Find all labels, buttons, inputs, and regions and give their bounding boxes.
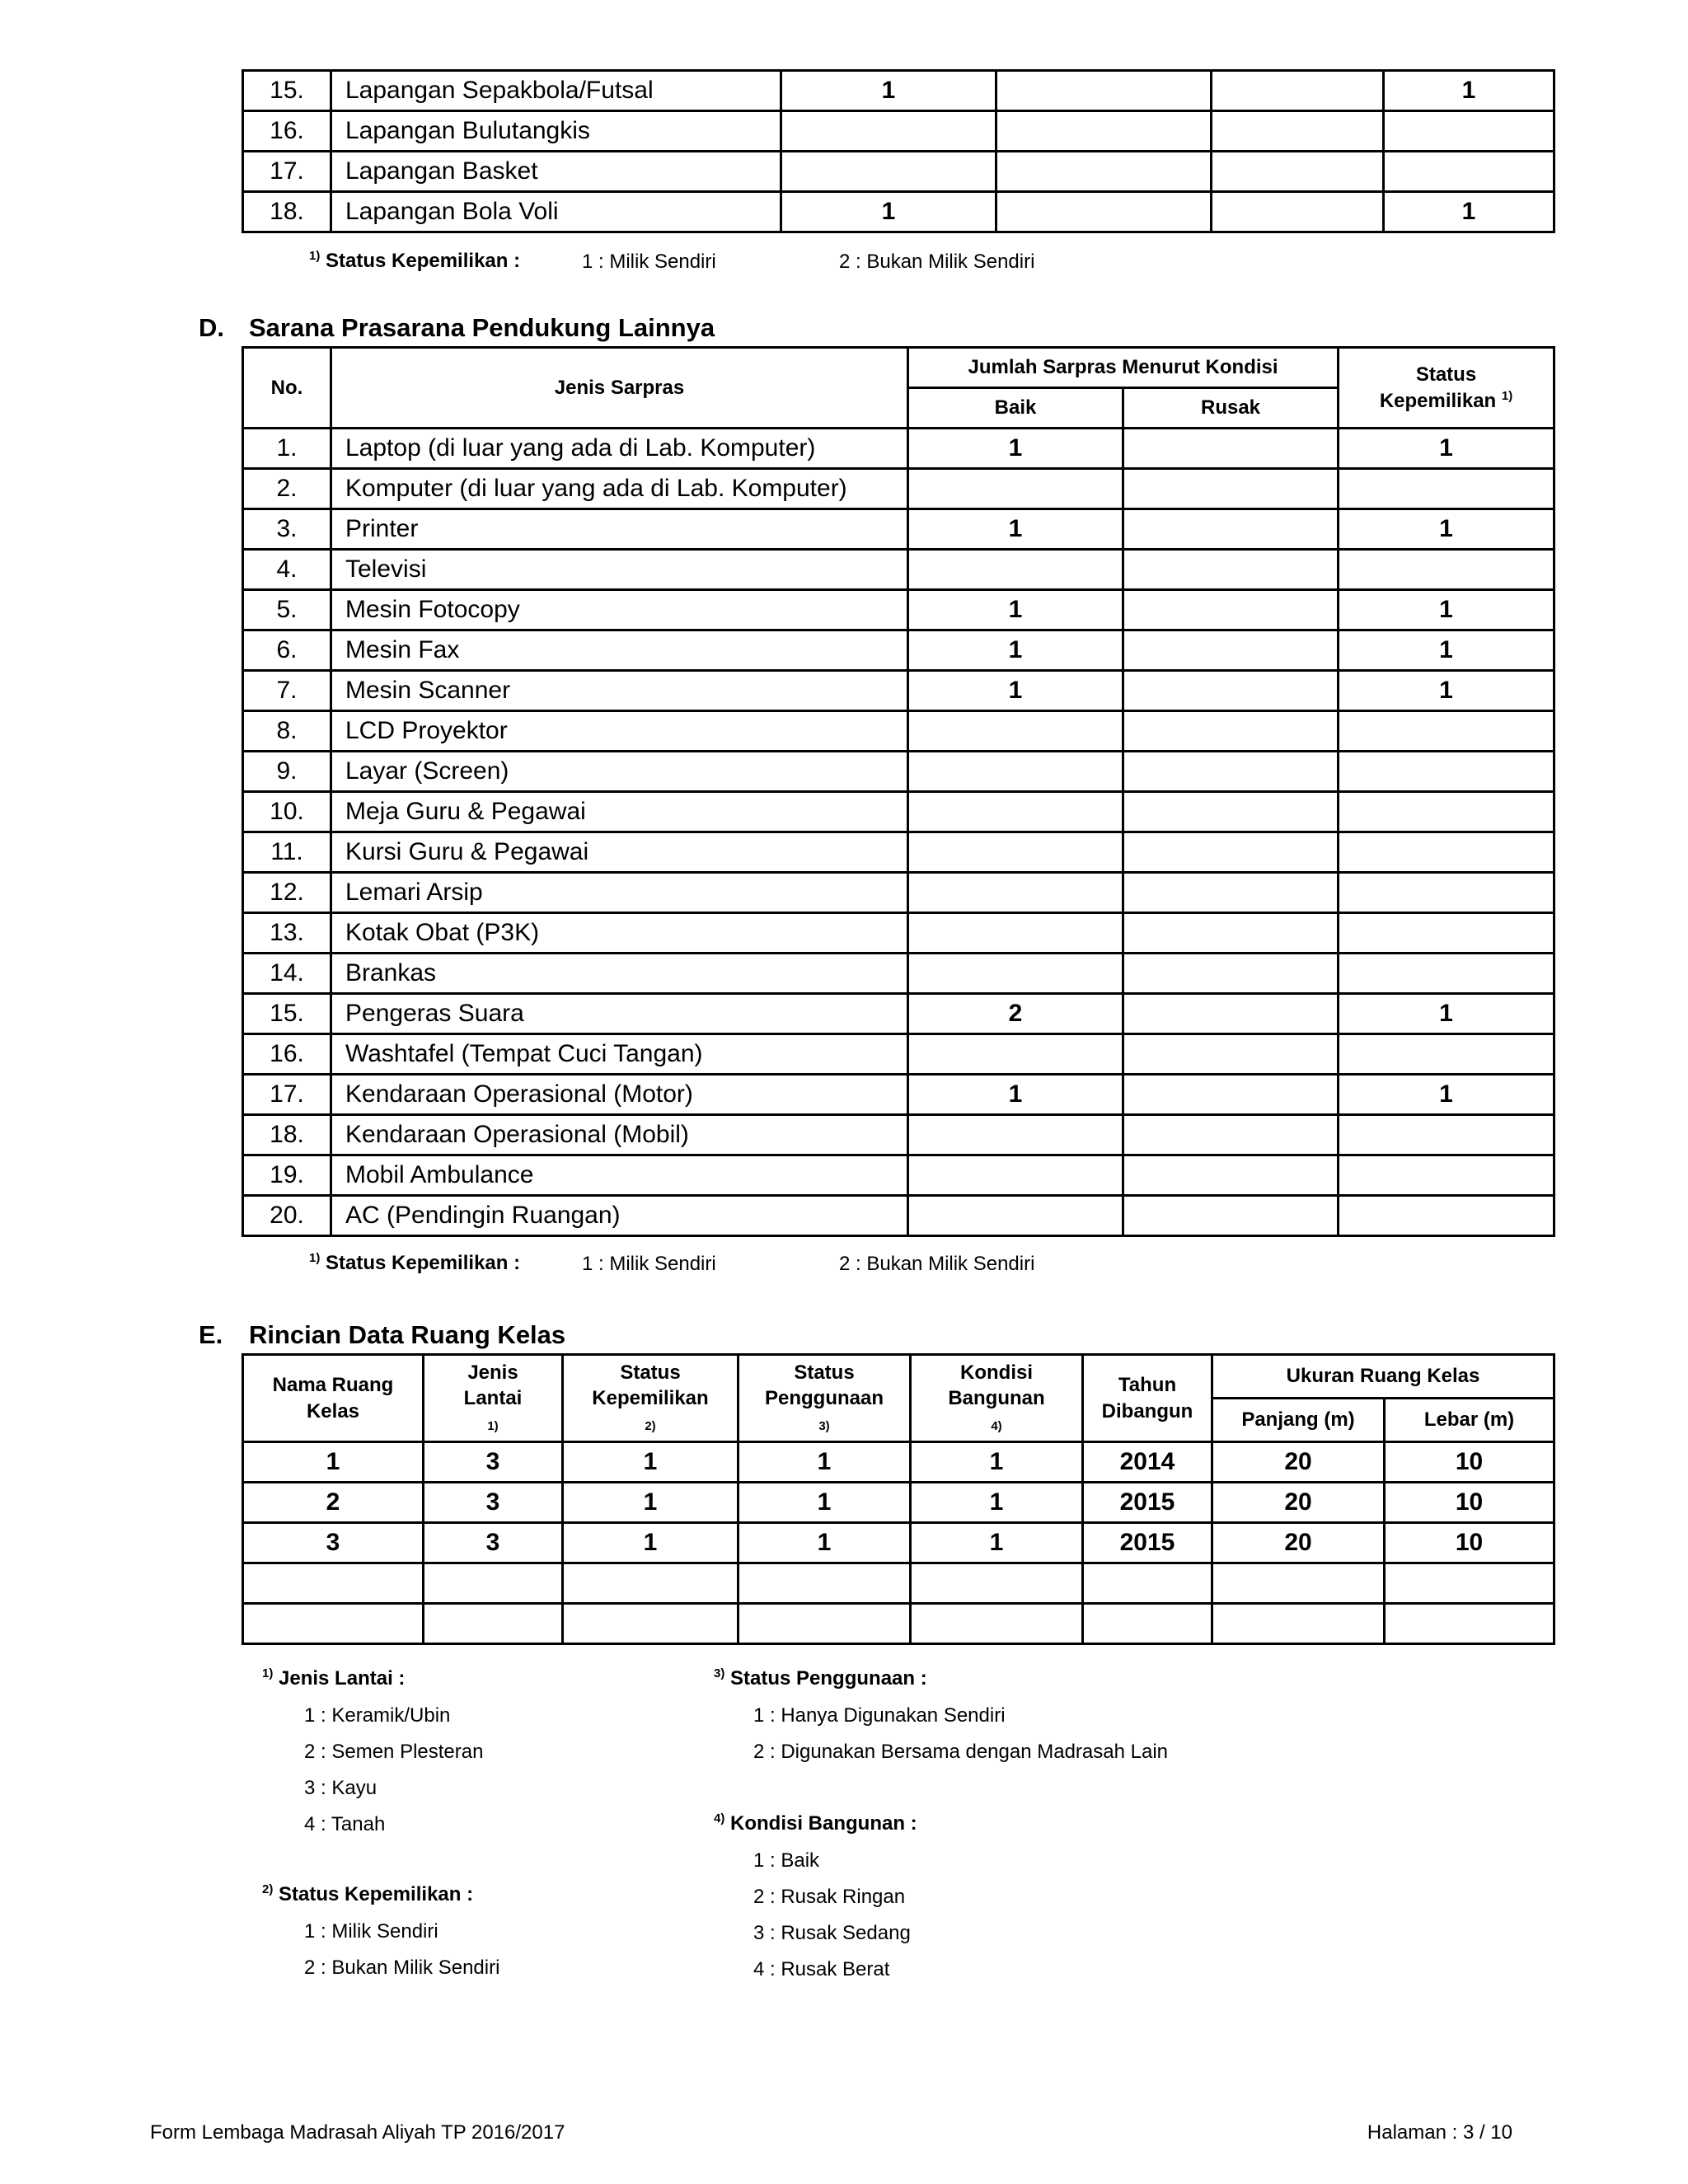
table-row xyxy=(243,1155,1554,1196)
header-kondisi-bangunan: Kondisi Bangunan 4) xyxy=(911,1355,1083,1442)
legend-kondisi-bangunan: $^{4)}$ Kondisi Bangunan : xyxy=(714,1811,917,1835)
table-row xyxy=(243,1034,1554,1075)
header-nama-ruang: Nama Ruang Kelas xyxy=(243,1355,424,1442)
status-kepemilikan xyxy=(563,1563,738,1604)
status-kepemilikan: 1 xyxy=(1339,509,1554,550)
count-rusak xyxy=(1123,671,1339,711)
count-other xyxy=(1212,111,1384,152)
status-kepemilikan: 1 xyxy=(1339,671,1554,711)
legend-jenis-lantai-3: 3 : Kayu xyxy=(304,1777,377,1799)
status-kepemilikan: 1 xyxy=(1384,192,1554,232)
sarpras-name: Laptop (di luar yang ada di Lab. Komputer) xyxy=(331,429,908,469)
lebar: 10 xyxy=(1385,1442,1554,1483)
status-kepemilikan xyxy=(1339,469,1554,509)
legend-status-penggunaan-2: 2 : Digunakan Bersama dengan Madrasah Lain xyxy=(753,1741,1168,1763)
status-penggunaan xyxy=(738,1604,911,1644)
status-kepemilikan: 1 xyxy=(563,1442,738,1483)
table-row xyxy=(243,873,1554,913)
row-number: 17. xyxy=(243,152,331,192)
facility-name: Lapangan Basket xyxy=(331,152,781,192)
count-rusak xyxy=(1123,550,1339,590)
count-other xyxy=(1212,192,1384,232)
table-row xyxy=(243,1523,1554,1563)
lebar xyxy=(1385,1604,1554,1644)
count-rusak xyxy=(1123,752,1339,792)
count-baik: 1 xyxy=(908,1075,1123,1115)
header-status-penggunaan: Status Penggunaan 3) xyxy=(738,1355,911,1442)
header-jenis-lantai: Jenis Lantai 1) xyxy=(424,1355,563,1442)
table-row xyxy=(243,954,1554,994)
count-rusak xyxy=(1123,792,1339,832)
legend-jenis-lantai: $^{1)}$ Jenis Lantai : xyxy=(262,1666,406,1690)
status-kepemilikan: 1 xyxy=(1339,1075,1554,1115)
count-baik: 1 xyxy=(908,630,1123,671)
footer-form-title: Form Lembaga Madrasah Aliyah TP 2016/2017 xyxy=(150,2121,565,2144)
sarpras-name: Kursi Guru & Pegawai xyxy=(331,832,908,873)
status-kepemilikan xyxy=(1339,873,1554,913)
header-jenis-sarpras: Jenis Sarpras xyxy=(331,348,908,429)
footer-page-number: Halaman : 3 / 10 xyxy=(1367,2121,1512,2144)
row-number: 15. xyxy=(243,71,331,111)
header-rusak: Rusak xyxy=(1123,388,1339,429)
status-kepemilikan: 1 xyxy=(1339,630,1554,671)
legend-jenis-lantai-1: 1 : Keramik/Ubin xyxy=(304,1704,451,1727)
note-c: $^{1)}$ Status Kepemilikan : xyxy=(309,249,521,272)
header-ukuran: Ukuran Ruang Kelas xyxy=(1212,1355,1554,1399)
jenis-lantai: 3 xyxy=(424,1483,563,1523)
count-baik: 1 xyxy=(908,671,1123,711)
row-number: 6. xyxy=(243,630,331,671)
count-rusak xyxy=(1123,1196,1339,1236)
count-baik xyxy=(908,954,1123,994)
status-kepemilikan xyxy=(1339,752,1554,792)
panjang: 20 xyxy=(1212,1483,1385,1523)
status-kepemilikan xyxy=(1339,792,1554,832)
sarpras-name: Washtafel (Tempat Cuci Tangan) xyxy=(331,1034,908,1075)
table-row xyxy=(243,630,1554,671)
tahun-dibangun xyxy=(1083,1604,1212,1644)
table-row xyxy=(243,1563,1554,1604)
table-row xyxy=(243,711,1554,752)
status-penggunaan xyxy=(738,1563,911,1604)
table-row xyxy=(243,192,1554,232)
count-baik xyxy=(908,711,1123,752)
sarpras-name: Brankas xyxy=(331,954,908,994)
table-row xyxy=(243,111,1554,152)
status-kepemilikan xyxy=(1339,1034,1554,1075)
table-row xyxy=(243,590,1554,630)
section-d-letter: D. xyxy=(199,313,224,342)
note-c-opt2: 2 : Bukan Milik Sendiri xyxy=(839,251,1035,273)
status-penggunaan: 1 xyxy=(738,1483,911,1523)
row-number: 2. xyxy=(243,469,331,509)
count-rusak xyxy=(1123,1034,1339,1075)
sarpras-name: Mesin Fax xyxy=(331,630,908,671)
count-rusak xyxy=(996,71,1212,111)
sarpras-name: AC (Pendingin Ruangan) xyxy=(331,1196,908,1236)
count-baik xyxy=(908,469,1123,509)
table-row xyxy=(243,832,1554,873)
note-d-opt2: 2 : Bukan Milik Sendiri xyxy=(839,1253,1035,1275)
row-number: 16. xyxy=(243,111,331,152)
count-rusak xyxy=(1123,1115,1339,1155)
kondisi-bangunan: 1 xyxy=(911,1483,1083,1523)
table-row xyxy=(243,71,1554,111)
nama-ruang xyxy=(243,1563,424,1604)
legend-status-kepemilikan-1: 1 : Milik Sendiri xyxy=(304,1920,438,1943)
status-kepemilikan xyxy=(1339,1196,1554,1236)
legend-status-kepemilikan-2: 2 : Bukan Milik Sendiri xyxy=(304,1957,500,1979)
sarpras-name: Mobil Ambulance xyxy=(331,1155,908,1196)
sarpras-name: Mesin Scanner xyxy=(331,671,908,711)
kondisi-bangunan xyxy=(911,1563,1083,1604)
count-baik xyxy=(908,1155,1123,1196)
sarpras-name: Pengeras Suara xyxy=(331,994,908,1034)
legend-kondisi-bangunan-4: 4 : Rusak Berat xyxy=(753,1958,890,1980)
nama-ruang: 1 xyxy=(243,1442,424,1483)
row-number: 16. xyxy=(243,1034,331,1075)
sarpras-name: Layar (Screen) xyxy=(331,752,908,792)
count-baik xyxy=(908,913,1123,954)
sarpras-name: Televisi xyxy=(331,550,908,590)
status-kepemilikan: 1 xyxy=(1339,994,1554,1034)
status-penggunaan: 1 xyxy=(738,1523,911,1563)
note-d: $^{1)}$ Status Kepemilikan : xyxy=(309,1251,521,1274)
count-other xyxy=(1212,71,1384,111)
status-kepemilikan: 1 xyxy=(1339,429,1554,469)
header-jumlah: Jumlah Sarpras Menurut Kondisi xyxy=(908,348,1339,388)
status-kepemilikan: 1 xyxy=(1384,71,1554,111)
legend-jenis-lantai-4: 4 : Tanah xyxy=(304,1813,386,1835)
panjang: 20 xyxy=(1212,1523,1385,1563)
legend-kondisi-bangunan-2: 2 : Rusak Ringan xyxy=(753,1886,906,1908)
header-status xyxy=(1339,348,1554,429)
count-baik: 1 xyxy=(781,192,996,232)
count-baik: 1 xyxy=(908,509,1123,550)
count-rusak xyxy=(1123,1075,1339,1115)
nama-ruang xyxy=(243,1604,424,1644)
legend-status-penggunaan: $^{3)}$ Status Penggunaan : xyxy=(714,1666,927,1690)
sarpras-name: Kotak Obat (P3K) xyxy=(331,913,908,954)
count-baik xyxy=(908,1115,1123,1155)
count-other xyxy=(1212,152,1384,192)
header-lebar: Lebar (m) xyxy=(1385,1399,1554,1442)
count-baik xyxy=(908,832,1123,873)
header-no: No. xyxy=(243,348,331,429)
count-rusak xyxy=(1123,711,1339,752)
count-rusak xyxy=(1123,469,1339,509)
note-c-opt1: 1 : Milik Sendiri xyxy=(582,251,716,273)
table-row xyxy=(243,792,1554,832)
panjang xyxy=(1212,1563,1385,1604)
status-kepemilikan xyxy=(1384,152,1554,192)
facility-name: Lapangan Bulutangkis xyxy=(331,111,781,152)
status-kepemilikan xyxy=(1339,913,1554,954)
status-kepemilikan xyxy=(1339,954,1554,994)
status-kepemilikan xyxy=(1384,111,1554,152)
legend-kondisi-bangunan-3: 3 : Rusak Sedang xyxy=(753,1922,911,1944)
row-number: 4. xyxy=(243,550,331,590)
table-row xyxy=(243,913,1554,954)
lebar xyxy=(1385,1563,1554,1604)
row-number: 3. xyxy=(243,509,331,550)
table-row xyxy=(243,152,1554,192)
count-rusak xyxy=(996,152,1212,192)
status-kepemilikan xyxy=(1339,1155,1554,1196)
legend-status-penggunaan-1: 1 : Hanya Digunakan Sendiri xyxy=(753,1704,1006,1727)
count-baik: 1 xyxy=(908,590,1123,630)
row-number: 15. xyxy=(243,994,331,1034)
count-baik xyxy=(908,792,1123,832)
count-rusak xyxy=(1123,954,1339,994)
row-number: 14. xyxy=(243,954,331,994)
tahun-dibangun: 2015 xyxy=(1083,1483,1212,1523)
sarpras-name: Printer xyxy=(331,509,908,550)
table-row xyxy=(243,752,1554,792)
count-rusak xyxy=(996,111,1212,152)
row-number: 18. xyxy=(243,192,331,232)
row-number: 10. xyxy=(243,792,331,832)
table-row xyxy=(243,550,1554,590)
table-row xyxy=(243,994,1554,1034)
kondisi-bangunan: 1 xyxy=(911,1442,1083,1483)
count-rusak xyxy=(1123,630,1339,671)
count-baik xyxy=(908,1034,1123,1075)
jenis-lantai: 3 xyxy=(424,1442,563,1483)
header-status-line1: Status xyxy=(1415,363,1477,387)
table-row xyxy=(243,1442,1554,1483)
table-row xyxy=(243,1483,1554,1523)
facility-table-c xyxy=(241,69,1555,233)
facility-name: Lapangan Sepakbola/Futsal xyxy=(331,71,781,111)
row-number: 1. xyxy=(243,429,331,469)
row-number: 5. xyxy=(243,590,331,630)
jenis-lantai xyxy=(424,1563,563,1604)
count-rusak xyxy=(1123,832,1339,873)
count-rusak xyxy=(1123,590,1339,630)
row-number: 7. xyxy=(243,671,331,711)
count-baik xyxy=(781,152,996,192)
tahun-dibangun: 2015 xyxy=(1083,1523,1212,1563)
count-baik xyxy=(781,111,996,152)
row-number: 13. xyxy=(243,913,331,954)
row-number: 9. xyxy=(243,752,331,792)
classroom-table-e xyxy=(241,1353,1555,1645)
table-row xyxy=(243,429,1554,469)
header-tahun-dibangun: Tahun Dibangun xyxy=(1083,1355,1212,1442)
tahun-dibangun: 2014 xyxy=(1083,1442,1212,1483)
note-d-opt1: 1 : Milik Sendiri xyxy=(582,1253,716,1275)
sarpras-name: Meja Guru & Pegawai xyxy=(331,792,908,832)
header-panjang: Panjang (m) xyxy=(1212,1399,1385,1442)
count-rusak xyxy=(1123,994,1339,1034)
table-row xyxy=(243,1115,1554,1155)
row-number: 8. xyxy=(243,711,331,752)
count-baik xyxy=(908,752,1123,792)
table-row xyxy=(243,671,1554,711)
nama-ruang: 2 xyxy=(243,1483,424,1523)
table-row xyxy=(243,1196,1554,1236)
count-rusak xyxy=(1123,429,1339,469)
status-kepemilikan: 1 xyxy=(563,1523,738,1563)
row-number: 19. xyxy=(243,1155,331,1196)
row-number: 17. xyxy=(243,1075,331,1115)
table-row xyxy=(243,1604,1554,1644)
count-baik: 1 xyxy=(908,429,1123,469)
kondisi-bangunan: 1 xyxy=(911,1523,1083,1563)
count-baik: 2 xyxy=(908,994,1123,1034)
section-e-title: Rincian Data Ruang Kelas xyxy=(249,1320,566,1349)
section-d-title: Sarana Prasarana Pendukung Lainnya xyxy=(249,313,715,342)
table-row xyxy=(243,509,1554,550)
lebar: 10 xyxy=(1385,1483,1554,1523)
row-number: 18. xyxy=(243,1115,331,1155)
status-kepemilikan xyxy=(563,1604,738,1644)
sarpras-name: Kendaraan Operasional (Mobil) xyxy=(331,1115,908,1155)
row-number: 20. xyxy=(243,1196,331,1236)
facility-name: Lapangan Bola Voli xyxy=(331,192,781,232)
count-rusak xyxy=(996,192,1212,232)
legend-jenis-lantai-2: 2 : Semen Plesteran xyxy=(304,1741,484,1763)
header-status-sup: 1) xyxy=(1501,388,1513,403)
tahun-dibangun xyxy=(1083,1563,1212,1604)
status-kepemilikan: 1 xyxy=(1339,590,1554,630)
count-baik: 1 xyxy=(781,71,996,111)
status-kepemilikan: 1 xyxy=(563,1483,738,1523)
count-rusak xyxy=(1123,1155,1339,1196)
status-kepemilikan xyxy=(1339,550,1554,590)
table-row xyxy=(243,1075,1554,1115)
count-baik xyxy=(908,550,1123,590)
kondisi-bangunan xyxy=(911,1604,1083,1644)
jenis-lantai: 3 xyxy=(424,1523,563,1563)
table-row xyxy=(243,469,1554,509)
panjang xyxy=(1212,1604,1385,1644)
header-status-line2: Kepemilikan xyxy=(1379,389,1497,412)
count-rusak xyxy=(1123,873,1339,913)
panjang: 20 xyxy=(1212,1442,1385,1483)
status-penggunaan: 1 xyxy=(738,1442,911,1483)
status-kepemilikan xyxy=(1339,832,1554,873)
row-number: 12. xyxy=(243,873,331,913)
section-e-letter: E. xyxy=(199,1320,223,1349)
nama-ruang: 3 xyxy=(243,1523,424,1563)
sarpras-name: Kendaraan Operasional (Motor) xyxy=(331,1075,908,1115)
count-baik xyxy=(908,1196,1123,1236)
legend-status-kepemilikan: $^{2)}$ Status Kepemilikan : xyxy=(262,1882,474,1905)
sarpras-table-d xyxy=(241,346,1555,1237)
row-number: 11. xyxy=(243,832,331,873)
sarpras-name: Mesin Fotocopy xyxy=(331,590,908,630)
lebar: 10 xyxy=(1385,1523,1554,1563)
count-rusak xyxy=(1123,913,1339,954)
status-kepemilikan xyxy=(1339,1115,1554,1155)
sarpras-name: Lemari Arsip xyxy=(331,873,908,913)
sarpras-name: LCD Proyektor xyxy=(331,711,908,752)
legend-kondisi-bangunan-1: 1 : Baik xyxy=(753,1849,820,1872)
header-baik: Baik xyxy=(908,388,1123,429)
header-status-kepemilikan: Status Kepemilikan 2) xyxy=(563,1355,738,1442)
jenis-lantai xyxy=(424,1604,563,1644)
sarpras-name: Komputer (di luar yang ada di Lab. Komputer) xyxy=(331,469,908,509)
count-rusak xyxy=(1123,509,1339,550)
status-kepemilikan xyxy=(1339,711,1554,752)
count-baik xyxy=(908,873,1123,913)
